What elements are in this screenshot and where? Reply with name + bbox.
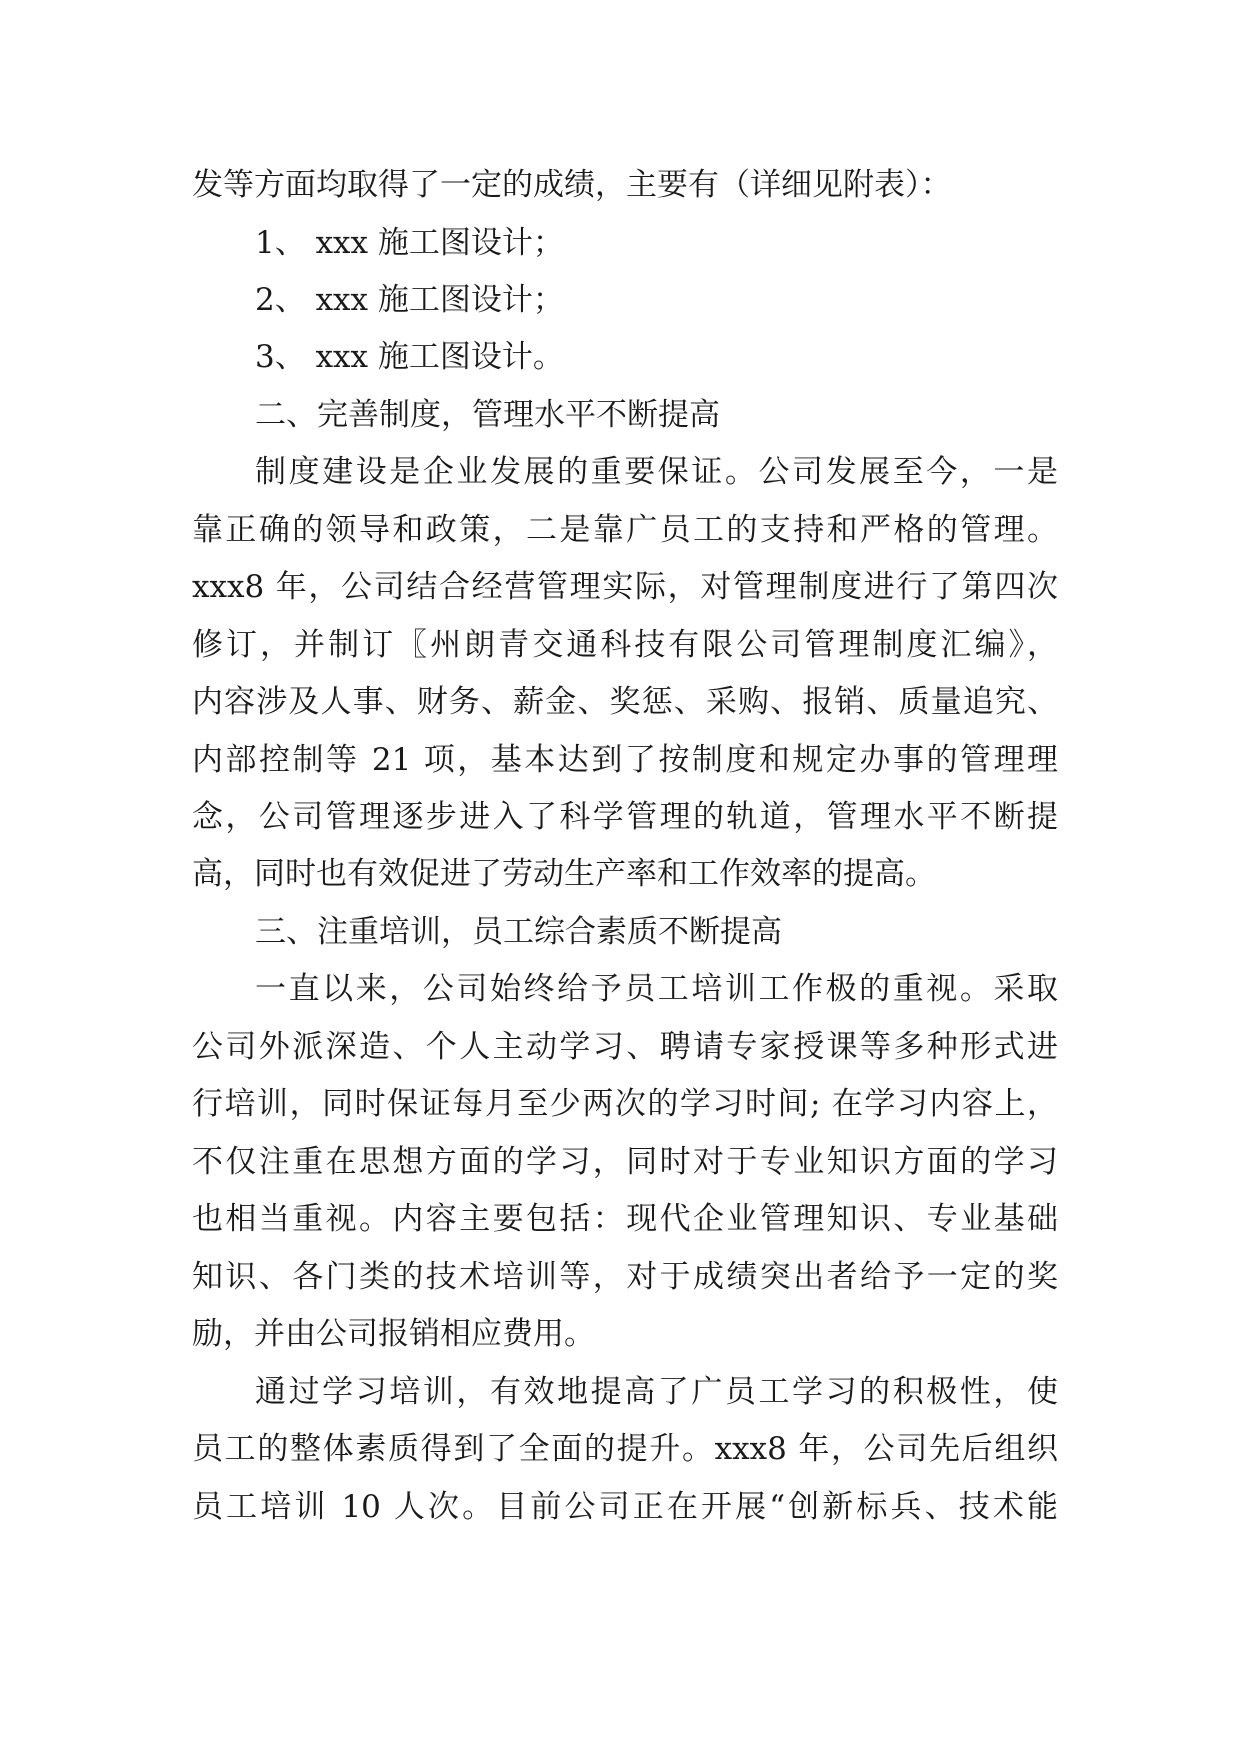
text-line: 行培训，同时保证每月至少两次的学习时间; 在学习内容上， bbox=[192, 1086, 1058, 1122]
section-heading: 二、完善制度，管理水平不断提高 bbox=[255, 397, 720, 433]
text-line: 不仅注重在思想方面的学习，同时对于专业知识方面的学习 bbox=[192, 1144, 1058, 1180]
text-line: 公司外派深造、个人主动学习、聘请专家授课等多种形式进 bbox=[192, 1029, 1058, 1065]
text-line: 念，公司管理逐步进入了科学管理的轨道，管理水平不断提 bbox=[192, 799, 1058, 835]
text-line: xxx8 年，公司结合经营管理实际，对管理制度进行了第四次 bbox=[192, 569, 1058, 605]
text-line: 知识、各门类的技术培训等，对于成绩突出者给予一定的奖 bbox=[192, 1259, 1058, 1295]
text-line: 制度建设是企业发展的重要保证。公司发展至今，一是 bbox=[255, 454, 1058, 490]
text-line: 一直以来，公司始终给予员工培训工作极的重视。采取 bbox=[255, 971, 1058, 1007]
list-item: 1、 xxx 施工图设计； bbox=[255, 225, 564, 261]
text-line: 发等方面均取得了一定的成绩，主要有（详细见附表）： bbox=[192, 167, 952, 203]
text-line: 内容涉及人事、财务、薪金、奖惩、采购、报销、质量追究、 bbox=[192, 684, 1058, 720]
list-item: 3、 xxx 施工图设计。 bbox=[255, 339, 564, 375]
text-line: 励，并由公司报销相应费用。 bbox=[192, 1316, 595, 1352]
text-line: 员工的整体素质得到了全面的提升。xxx8 年，公司先后组织 bbox=[192, 1431, 1058, 1467]
text-line: 员工培训 10 人次。目前公司正在开展“创新标兵、技术能 bbox=[192, 1489, 1058, 1525]
text-line: 靠正确的领导和政策，二是靠广员工的支持和严格的管理。 bbox=[192, 512, 1058, 548]
list-item: 2、 xxx 施工图设计； bbox=[255, 282, 564, 318]
text-line: 高，同时也有效促进了劳动生产率和工作效率的提高。 bbox=[192, 856, 936, 892]
text-line: 通过学习培训，有效地提高了广员工学习的积极性，使 bbox=[255, 1374, 1058, 1410]
text-line: 也相当重视。内容主要包括：现代企业管理知识、专业基础 bbox=[192, 1201, 1058, 1237]
text-line: 修订，并制订〖州朗青交通科技有限公司管理制度汇编》， bbox=[192, 627, 1058, 663]
section-heading: 三、注重培训，员工综合素质不断提高 bbox=[255, 914, 782, 950]
text-line: 内部控制等 21 项，基本达到了按制度和规定办事的管理理 bbox=[192, 742, 1058, 778]
